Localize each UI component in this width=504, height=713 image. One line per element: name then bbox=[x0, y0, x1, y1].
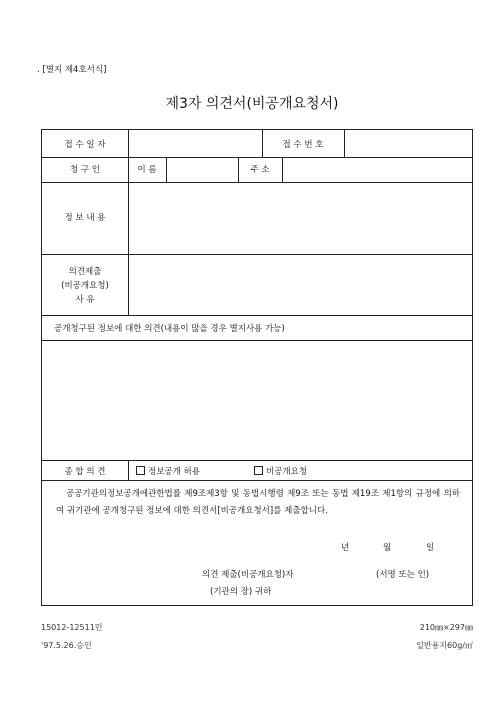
receipt-date-label: 접 수 일 자 bbox=[64, 140, 106, 150]
statement-text: 공공기관의정보공개에관한법률 제9조제3항 및 동법시행령 제9조 또는 동법 제19조 제1항의 규정에 의하여 귀기관에 공개청구된 정보에 대한 의견서[비공개요청서]를 제출합니다. bbox=[56, 489, 460, 516]
date-month: 월 bbox=[383, 543, 392, 553]
date-day: 일 bbox=[426, 543, 435, 553]
footer-approval: '97.5.26.승인 bbox=[41, 641, 92, 650]
page-title: 제3자 의견서(비공개요청서) bbox=[165, 96, 339, 112]
name-label: 이 름 bbox=[137, 165, 157, 175]
allow-checkbox[interactable] bbox=[136, 466, 145, 475]
addressee-label: (기관의 장) 귀하 bbox=[210, 587, 272, 597]
signature-label: (서명 또는 인) bbox=[376, 570, 430, 580]
date-year: 년 bbox=[341, 543, 350, 553]
option-deny[interactable]: 비공개요청 bbox=[254, 465, 307, 477]
option-allow[interactable]: 정보공개 허용 bbox=[136, 465, 200, 477]
deny-checkbox[interactable] bbox=[254, 466, 263, 475]
footer-paper: 일반용지60g/㎡ bbox=[416, 641, 473, 650]
opinion-on-request-label: 공개청구된 정보에 대한 의견(내용이 많을 경우 별지사용 가능) bbox=[54, 324, 285, 334]
info-content-label: 정 보 내 용 bbox=[64, 213, 106, 223]
opinion-reason-label: 의견제출 (비공개요청) 사 유 bbox=[61, 267, 109, 305]
form-code: . [별지 제4호서식] bbox=[37, 65, 107, 75]
address-label: 주 소 bbox=[250, 165, 270, 175]
requester-label: 청 구 인 bbox=[69, 165, 101, 175]
submitter-label: 의견 제출(비공개요청)자 bbox=[202, 570, 294, 580]
form-frame bbox=[41, 129, 473, 606]
footer-size: 210㎜×297㎜ bbox=[419, 623, 473, 632]
footer-code: 15012-12511민 bbox=[41, 623, 103, 632]
receipt-number-label: 접 수 번 호 bbox=[282, 140, 324, 150]
overall-opinion-label: 종 합 의 견 bbox=[64, 467, 106, 477]
